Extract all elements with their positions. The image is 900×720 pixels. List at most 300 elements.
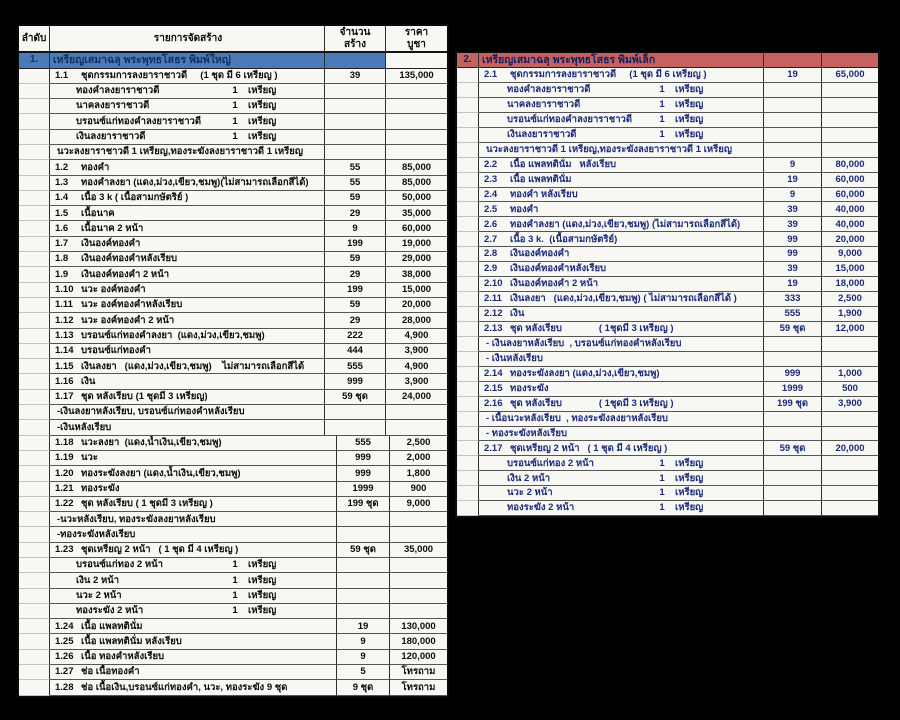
row-quantity-cell: 19 <box>764 277 822 292</box>
item-description: บรอนซ์แก่ทองคำ <box>81 345 151 357</box>
item-number: 2.15 <box>484 382 503 394</box>
row-number-cell <box>19 589 50 604</box>
row-description-cell <box>50 267 325 282</box>
item-description: เงินองค์ทองคำหลังเรียบ <box>510 263 607 275</box>
row-quantity-cell: 19 <box>764 173 822 188</box>
row-price-cell: 40,000 <box>822 217 878 232</box>
row-quantity-cell: 59 ชุด <box>764 322 822 337</box>
row-description-cell <box>50 84 325 99</box>
row-description-cell <box>479 217 764 232</box>
table-row <box>457 440 878 456</box>
note-text: - เนื้อนวะหลังเรียบ , ทองระฆังลงยาหลังเรียบ <box>486 412 668 424</box>
item-description: ชุด หลังเรียบ ( 1ชุดมี 3 เหรียญ ) <box>510 323 674 335</box>
sub-item-count: 1 <box>232 115 238 127</box>
row-quantity-cell: 59 <box>325 252 386 267</box>
sub-item-unit: เหรียญ <box>675 502 704 514</box>
row-number-cell <box>19 466 50 481</box>
row-description-cell <box>50 390 325 405</box>
table-row <box>19 435 447 451</box>
item-number: 1.24 <box>55 620 74 632</box>
sub-item-name: เงิน 2 หน้า <box>507 472 551 484</box>
row-price-cell <box>822 113 878 128</box>
row-number-cell <box>457 113 479 128</box>
row-price-cell <box>822 501 878 516</box>
left-table-rows <box>19 69 447 696</box>
row-quantity-cell: 9 <box>325 221 386 236</box>
table-row <box>19 145 447 160</box>
row-number-cell <box>19 634 50 649</box>
row-number-cell <box>457 337 479 352</box>
table-row <box>457 456 878 471</box>
sub-item-unit: เหรียญ <box>248 605 277 617</box>
item-number: 1.10 <box>55 284 74 296</box>
row-quantity-cell: 59 <box>325 191 386 206</box>
item-description: ช่อ เนื้อทองคำ <box>81 666 140 678</box>
item-number: 1.15 <box>55 360 74 372</box>
table-row <box>19 634 447 649</box>
row-quantity-cell: 5 <box>337 665 390 680</box>
item-description: นวะ องค์ทองคำหลังเรียบ <box>81 299 183 311</box>
table-row <box>19 665 447 680</box>
row-price-cell: 85,000 <box>386 160 447 175</box>
row-quantity-cell: 9 ชุด <box>337 680 390 695</box>
row-description-cell <box>50 619 337 634</box>
row-number-cell <box>19 604 50 619</box>
row-number-cell <box>19 405 50 420</box>
item-description: ชุดเหรียญ 2 หน้า ( 1 ชุด มี 4 เหรียญ ) <box>510 442 668 454</box>
row-quantity-cell <box>764 128 822 143</box>
row-price-cell: 20,000 <box>822 441 878 456</box>
row-price-cell: 40,000 <box>822 202 878 217</box>
row-number-cell <box>19 665 50 680</box>
section-price-cell <box>386 53 447 69</box>
sub-item-name: เงินลงยาราชาวดี <box>76 131 146 143</box>
sub-item-unit: เหรียญ <box>675 84 704 96</box>
row-description-cell <box>50 221 325 236</box>
item-number: 1.19 <box>55 452 74 464</box>
table-row <box>457 471 878 486</box>
row-price-cell: 35,000 <box>390 543 447 558</box>
item-description: เนื้อนาค <box>81 207 115 219</box>
item-description: ชุด หลังเรียบ ( 1ชุดมี 3 เหรียญ ) <box>510 397 674 409</box>
row-number-cell <box>457 412 479 427</box>
table-row <box>457 202 878 217</box>
section-price-cell <box>822 53 878 68</box>
sub-item-name: นาคลงยาราชาวดี <box>507 99 581 111</box>
item-number: 2.3 <box>484 173 498 185</box>
table-row <box>19 329 447 344</box>
sub-item-unit: เหรียญ <box>675 457 704 469</box>
row-description-cell <box>479 68 764 83</box>
table-row <box>19 237 447 252</box>
row-price-cell: 2,500 <box>390 436 447 451</box>
sub-item-count: 1 <box>659 128 665 140</box>
row-price-cell: 12,000 <box>822 322 878 337</box>
row-description-cell <box>479 471 764 486</box>
row-quantity-cell: 999 <box>325 374 386 389</box>
header-price: ราคา บูชา <box>386 26 447 53</box>
row-number-cell <box>19 374 50 389</box>
item-number: 2.11 <box>484 293 502 305</box>
table-row <box>457 232 878 247</box>
row-price-cell <box>822 471 878 486</box>
table-row <box>457 83 878 98</box>
item-number: 1.13 <box>55 329 74 341</box>
row-price-cell: 120,000 <box>390 650 447 665</box>
item-description: เงินองค์ทองคำ 2 หน้า <box>510 278 599 290</box>
sub-item-count: 1 <box>659 457 665 469</box>
table-row <box>19 527 447 542</box>
row-quantity-cell: 199 ชุด <box>337 497 390 512</box>
header-description: รายการจัดสร้าง <box>50 26 325 53</box>
row-quantity-cell <box>325 84 386 99</box>
row-quantity-cell: 222 <box>325 329 386 344</box>
row-description-cell <box>479 367 764 382</box>
item-number: 1.3 <box>55 176 69 188</box>
table-row <box>457 486 878 501</box>
note-text: -ทองระฆังหลังเรียบ <box>57 528 136 540</box>
row-number-cell <box>457 232 479 247</box>
row-number-cell <box>19 436 50 451</box>
note-text: นวะลงยาราชาวดี 1 เหรียญ,ทองระฆังลงยาราชาวดี 1 เหรียญ <box>486 143 732 155</box>
table-row <box>19 130 447 145</box>
row-description-cell <box>479 98 764 113</box>
table-row <box>19 159 447 175</box>
row-quantity-cell <box>337 558 390 573</box>
table-row <box>19 573 447 588</box>
item-number: 1.16 <box>55 375 74 387</box>
row-description-cell <box>50 176 325 191</box>
table-row <box>19 252 447 267</box>
table-row <box>457 157 878 173</box>
item-number: 1.17 <box>55 391 74 403</box>
row-description-cell <box>50 206 325 221</box>
section-title: เหรียญเสมาฉลุ พระพุทธโสธร พิมพ์เล็ก <box>479 53 764 68</box>
table-row <box>19 84 447 99</box>
row-description-cell <box>479 113 764 128</box>
row-quantity-cell <box>325 420 386 435</box>
row-price-cell: 28,000 <box>386 313 447 328</box>
row-number-cell <box>19 482 50 497</box>
price-table-pim-lek <box>455 51 880 518</box>
row-quantity-cell: 333 <box>764 292 822 307</box>
item-description: ชุดเหรียญ 2 หน้า ( 1 ชุด มี 4 เหรียญ ) <box>81 544 239 556</box>
row-number-cell <box>457 68 479 83</box>
row-number-cell <box>19 283 50 298</box>
item-description: เนื้อ แพลทตินั่ม หลังเรียบ <box>510 158 617 170</box>
row-description-cell <box>50 543 337 558</box>
row-quantity-cell: 39 <box>764 202 822 217</box>
row-quantity-cell: 199 <box>325 237 386 252</box>
row-quantity-cell: 19 <box>764 68 822 83</box>
row-number-cell <box>457 427 479 442</box>
sub-item-count: 1 <box>659 84 665 96</box>
row-quantity-cell <box>325 130 386 145</box>
row-quantity-cell: 1999 <box>764 382 822 397</box>
table-row <box>19 618 447 634</box>
row-description-cell <box>479 322 764 337</box>
sub-item-name: ทองระฆัง 2 หน้า <box>507 502 575 514</box>
row-description-cell <box>50 69 325 84</box>
row-price-cell <box>822 98 878 113</box>
item-number: 2.4 <box>484 188 498 200</box>
item-number: 1.1 <box>55 69 69 81</box>
row-quantity-cell: 199 ชุด <box>764 397 822 412</box>
row-price-cell: 2,000 <box>390 451 447 466</box>
row-description-cell <box>50 665 337 680</box>
row-number-cell <box>19 512 50 527</box>
item-description: เงินลงยา (แดง,ม่วง,เขียว,ชมพู) ไม่สามารถเลือกสีได้ <box>81 360 305 372</box>
sub-item-count: 1 <box>232 131 238 143</box>
item-number: 1.14 <box>55 345 74 357</box>
row-quantity-cell: 555 <box>764 307 822 322</box>
item-number: 1.22 <box>55 498 74 510</box>
sub-item-count: 1 <box>659 99 665 111</box>
sub-item-unit: เหรียญ <box>675 99 704 111</box>
sub-item-name: นวะ 2 หน้า <box>76 589 122 601</box>
row-price-cell <box>822 412 878 427</box>
row-number-cell <box>19 344 50 359</box>
row-price-cell: 4,900 <box>386 359 447 374</box>
row-description-cell <box>50 482 337 497</box>
sub-item-count: 1 <box>232 85 238 97</box>
row-price-cell <box>822 456 878 471</box>
sub-item-name: เงิน 2 หน้า <box>76 574 120 586</box>
sub-item-unit: เหรียญ <box>248 115 277 127</box>
row-number-cell <box>19 114 50 129</box>
item-number: 2.9 <box>484 263 498 275</box>
table-row <box>457 217 878 232</box>
row-description-cell <box>50 359 325 374</box>
row-description-cell <box>479 337 764 352</box>
price-table-pim-yai <box>17 24 449 698</box>
item-number: 2.10 <box>484 278 503 290</box>
row-description-cell <box>50 191 325 206</box>
row-quantity-cell: 29 <box>325 313 386 328</box>
row-price-cell <box>390 512 447 527</box>
row-quantity-cell <box>337 604 390 619</box>
table-row <box>457 68 878 83</box>
row-description-cell <box>479 173 764 188</box>
row-price-cell: 4,900 <box>386 329 447 344</box>
table-row <box>19 191 447 206</box>
note-text: - เงินลงยาหลังเรียบ , บรอนซ์แก่ทองคำหลังเรียบ <box>486 338 682 350</box>
row-quantity-cell: 29 <box>325 206 386 221</box>
item-number: 1.20 <box>55 467 74 479</box>
row-number-cell <box>19 176 50 191</box>
item-number: 2.14 <box>484 367 503 379</box>
table-row <box>457 307 878 322</box>
row-number-cell <box>457 143 479 158</box>
item-description: ทองคำ หลังเรียบ <box>510 188 578 200</box>
row-quantity-cell <box>764 113 822 128</box>
item-description: นวะ องค์ทองคำ <box>81 284 146 296</box>
item-description: ทองคำลงยา (แดง,ม่วง,เขียว,ชมพู) (ไม่สามารถเลือกสีได้) <box>510 218 741 230</box>
row-quantity-cell: 9 <box>337 650 390 665</box>
sub-item-name: ทองระฆัง 2 หน้า <box>76 605 144 617</box>
sub-item-unit: เหรียญ <box>248 589 277 601</box>
item-number: 2.13 <box>484 323 503 335</box>
item-description: ช่อ เนื้อเงิน,บรอนซ์แก่ทองคำ, นวะ, ทองระฆัง 9 ชุด <box>81 681 288 693</box>
row-number-cell <box>19 527 50 542</box>
row-number-cell <box>457 352 479 367</box>
row-price-cell <box>822 337 878 352</box>
row-quantity-cell: 19 <box>337 619 390 634</box>
item-description: ทองระฆัง <box>510 382 549 394</box>
row-price-cell: 9,000 <box>390 497 447 512</box>
note-text: นวะลงยาราชาวดี 1 เหรียญ,ทองระฆังลงยาราชาวดี 1 เหรียญ <box>57 146 303 158</box>
item-number: 1.8 <box>55 253 69 265</box>
row-description-cell <box>50 145 325 160</box>
row-number-cell <box>457 98 479 113</box>
row-description-cell <box>50 114 325 129</box>
row-price-cell: 1,900 <box>822 307 878 322</box>
row-number-cell <box>457 217 479 232</box>
sub-item-count: 1 <box>659 487 665 499</box>
item-description: บรอนซ์แก่ทองคำลงยา (แดง,ม่วง,เขียว,ชมพู) <box>81 329 265 341</box>
row-quantity-cell <box>764 98 822 113</box>
row-number-cell <box>19 99 50 114</box>
table-header-row <box>19 26 447 53</box>
sub-item-name: บรอนซ์แก่ทอง 2 หน้า <box>76 559 163 571</box>
row-description-cell <box>479 188 764 203</box>
item-number: 1.7 <box>55 238 69 250</box>
row-number-cell <box>19 145 50 160</box>
row-quantity-cell: 59 ชุด <box>337 543 390 558</box>
row-price-cell: 3,900 <box>822 397 878 412</box>
row-number-cell <box>19 680 50 695</box>
row-description-cell <box>50 344 325 359</box>
table-row <box>19 344 447 359</box>
row-number-cell <box>19 390 50 405</box>
item-number: 2.16 <box>484 397 503 409</box>
row-price-cell <box>390 573 447 588</box>
row-number-cell <box>457 501 479 516</box>
row-description-cell <box>479 143 764 158</box>
row-number-cell <box>19 451 50 466</box>
row-number-cell <box>19 267 50 282</box>
row-price-cell: 80,000 <box>822 158 878 173</box>
row-number-cell <box>19 237 50 252</box>
table-row <box>457 396 878 412</box>
row-description-cell <box>479 158 764 173</box>
row-price-cell <box>390 589 447 604</box>
row-price-cell: 500 <box>822 382 878 397</box>
item-number: 1.11 <box>55 299 73 311</box>
table-row <box>457 382 878 397</box>
item-description: เงิน <box>81 375 96 387</box>
row-number-cell <box>457 382 479 397</box>
row-number-cell <box>457 247 479 262</box>
row-description-cell <box>479 412 764 427</box>
row-price-cell <box>386 114 447 129</box>
row-description-cell <box>479 262 764 277</box>
row-number-cell <box>457 262 479 277</box>
row-quantity-cell <box>764 412 822 427</box>
table-row <box>457 143 878 158</box>
sub-item-name: นาคลงยาราชาวดี <box>76 100 150 112</box>
item-description: นวะลงยา (แดง,น้ำเงิน,เขียว,ชมพู) <box>81 437 222 449</box>
row-quantity-cell: 9 <box>337 634 390 649</box>
row-number-cell <box>457 83 479 98</box>
row-number-cell <box>19 619 50 634</box>
row-description-cell <box>50 589 337 604</box>
table-row <box>457 262 878 277</box>
row-quantity-cell <box>764 83 822 98</box>
row-price-cell <box>390 604 447 619</box>
row-price-cell: 19,000 <box>386 237 447 252</box>
table-row <box>19 206 447 221</box>
row-number-cell <box>19 650 50 665</box>
section-qty-cell <box>764 53 822 68</box>
item-number: 1.23 <box>55 544 74 556</box>
row-number-cell <box>457 202 479 217</box>
sub-item-unit: เหรียญ <box>248 559 277 571</box>
note-text: -เงินหลังเรียบ <box>57 421 112 433</box>
row-price-cell <box>386 145 447 160</box>
row-price-cell <box>822 83 878 98</box>
item-description: ชุด หลังเรียบ ( 1 ชุดมี 3 เหรียญ ) <box>81 498 213 510</box>
row-description-cell <box>50 160 325 175</box>
row-description-cell <box>479 382 764 397</box>
row-price-cell: 35,000 <box>386 206 447 221</box>
table-row <box>19 558 447 573</box>
row-quantity-cell: 59 ชุด <box>325 390 386 405</box>
row-quantity-cell: 999 <box>337 466 390 481</box>
note-text: - เงินหลังเรียบ <box>486 353 543 365</box>
row-number-cell <box>19 558 50 573</box>
sub-item-count: 1 <box>232 100 238 112</box>
row-number-cell <box>457 456 479 471</box>
item-number: 2.7 <box>484 233 498 245</box>
sub-item-unit: เหรียญ <box>675 472 704 484</box>
row-number-cell <box>19 298 50 313</box>
table-row <box>19 466 447 481</box>
item-description: ชุดกรรมการลงยาราชาวดี (1 ชุด มี 6 เหรียญ ) <box>81 69 278 81</box>
item-number: 1.12 <box>55 314 74 326</box>
row-price-cell: 60,000 <box>822 188 878 203</box>
row-number-cell <box>19 359 50 374</box>
row-price-cell <box>386 130 447 145</box>
row-description-cell <box>50 634 337 649</box>
table-row <box>19 99 447 114</box>
row-number-cell <box>457 486 479 501</box>
table-row <box>457 277 878 292</box>
row-quantity-cell: 199 <box>325 283 386 298</box>
row-quantity-cell <box>764 456 822 471</box>
row-price-cell: 1,000 <box>822 367 878 382</box>
item-number: 1.9 <box>55 268 69 280</box>
row-price-cell: 900 <box>390 482 447 497</box>
row-number-cell <box>457 397 479 412</box>
item-number: 2.12 <box>484 308 503 320</box>
section-row-1 <box>19 53 447 69</box>
item-number: 2.8 <box>484 248 498 260</box>
sub-item-count: 1 <box>659 472 665 484</box>
row-number-cell <box>19 160 50 175</box>
item-number: 1.21 <box>55 482 74 494</box>
table-row <box>19 604 447 619</box>
item-number: 2.17 <box>484 442 503 454</box>
table-row <box>19 680 447 695</box>
row-quantity-cell <box>764 501 822 516</box>
row-quantity-cell <box>325 145 386 160</box>
item-description: เนื้อนาค 2 หน้า <box>81 222 144 234</box>
row-price-cell: 29,000 <box>386 252 447 267</box>
row-quantity-cell <box>764 471 822 486</box>
row-price-cell <box>386 405 447 420</box>
row-quantity-cell: 39 <box>764 217 822 232</box>
